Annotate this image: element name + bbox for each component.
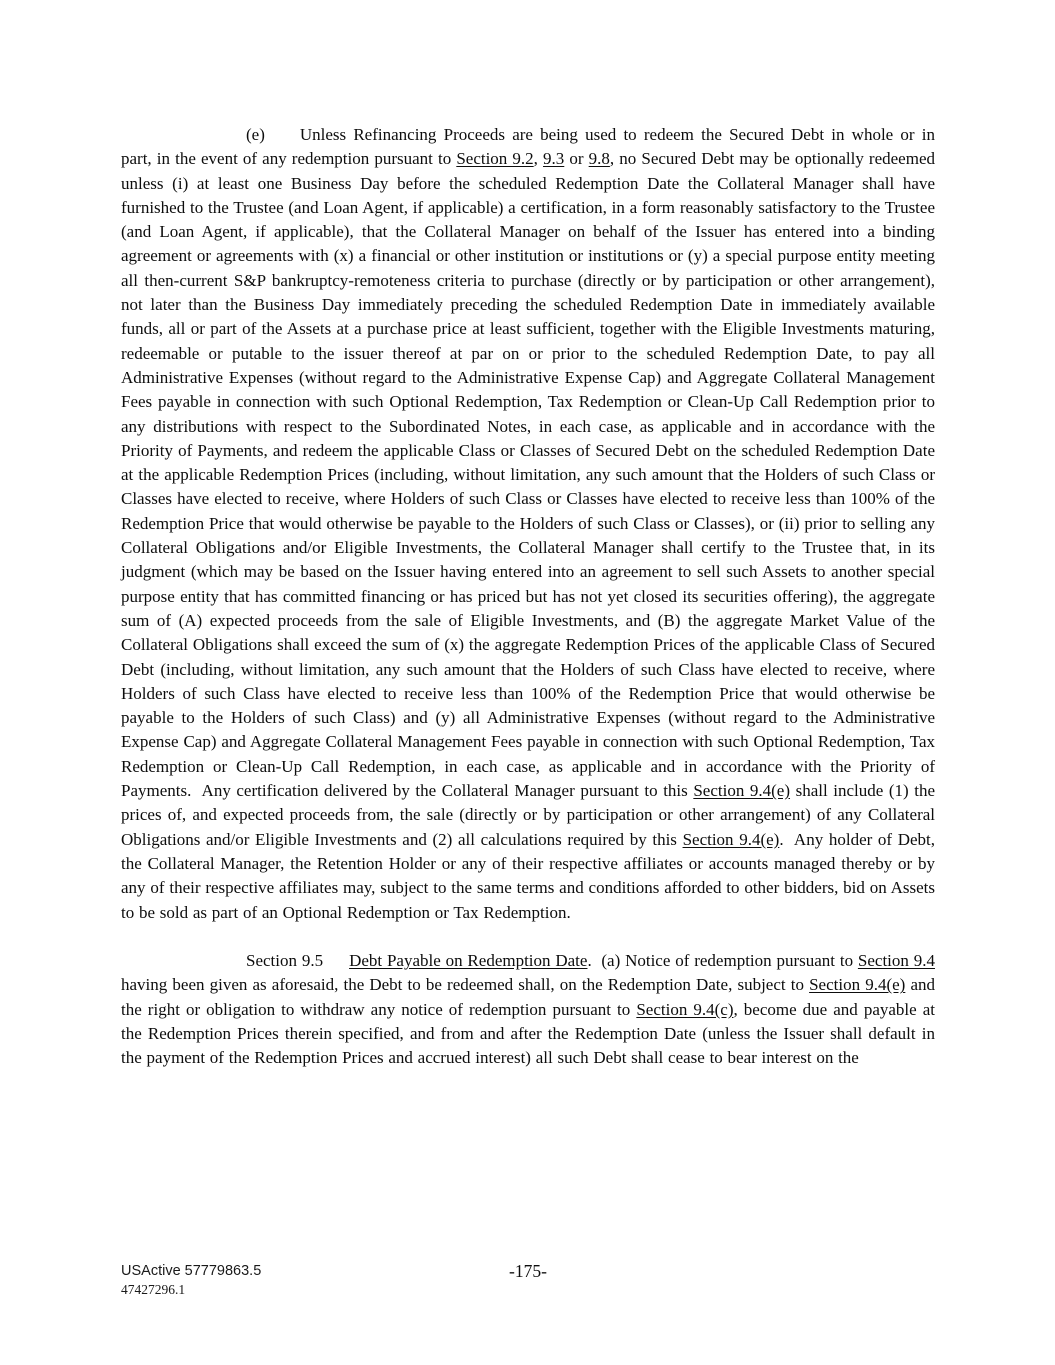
section-ref-9-2: Section 9.2 <box>456 149 534 169</box>
text-run: . (a) Notice of redemption pursuant to <box>587 951 858 971</box>
section-title: Debt Payable on Redemption Date <box>349 951 588 971</box>
document-body <box>121 123 935 1071</box>
page-footer <box>121 1261 935 1298</box>
text-run: and the right or obligation to withdraw any notice of redemption pursuant to <box>121 975 936 1019</box>
document-id-primary: USActive 57779863.5 <box>121 1263 262 1279</box>
section-ref-9-4e: Section 9.4(e) <box>693 781 791 801</box>
section-ref-9-4e: Section 9.4(e) <box>682 829 780 849</box>
text-run: , no Secured Debt may be optionally redeemed unless (i) at least one Business Day before the scheduled Redemption Date the Collateral Manager shall have furnished to the Trustee (and Loan Agent, if applicable) a certification, in a form reasonably satisfactory to the Trustee (and Loan Agent, if applicable), that the Collateral Manager on behalf of the Issuer has entered into a binding agreement or agreements with (x) a financial or other institution or institutions or (y) a special purpose entity meeting all then-current S&P bankruptcy-remoteness criteria to purchase (directly or by participation or other arrangement), not later than the Business Day immediately preceding the scheduled Redemption Date in immediately available funds, all or part of the Assets at a purchase price at least sufficient, together with the Eligible Investments maturing, redeemable or putable to the issuer thereof at par on or prior to the scheduled Redemption Date, to pay all Administrative Expenses (without regard to the Administrative Expense Cap) and Aggregate Collateral Management Fees payable in connection with such Optional Redemption, Tax Redemption or Clean-Up Call Redemption prior to any distributions with respect to the Subordinated Notes, in each case, as applicable and in accordance with the Priority of Payments, and redeem the applicable Class or Classes of Secured Debt on the scheduled Redemption Date at the applicable Redemption Prices (including, without limitation, any such amount that the Holders of such Class or Classes have elected to receive, where Holders of such Class or Classes have elected to receive less than 100% of the Redemption Price that would otherwise be payable to the Holders of such Class or Classes), or (ii) prior to selling any Collateral Obligations and/or Eligible Investments, the Collateral Manager shall certify to the Trustee that, in its judgment (which may be based on the Issuer having entered into an agreement to sell such Assets to another special purpose entity that has committed financing or has priced but has not yet closed its securities offering), the aggregate sum of (A) expected proceeds from the sale of Eligible Investments, and (B) the aggregate Market Value of the Collateral Obligations shall exceed the sum of (x) the aggregate Redemption Prices of the applicable Class of Secured Debt (including, without limitation, any such amount that the Holders of such Class have elected to receive, where Holders of such Class have elected to receive less than 100% of the Redemption Price that would otherwise be payable to the Holders of such Class) and (y) all Administrative Expenses (without regard to the Administrative Expense Cap) and Aggregate Collateral Management Fees payable in connection with such Optional Redemption, Tax Redemption or Clean-Up Call Redemption, in each case, as applicable and in accordance with the Priority of Payments. Any certification delivered by the Collateral Manager pursuant to this <box>121 149 935 801</box>
section-ref-9-3: 9.3 <box>543 149 565 169</box>
section-number: Section 9.5 <box>246 951 324 971</box>
text-run: , become due and payable at the Redemption Prices therein specified, and from and after the Redemption Date (unless the Issuer shall default in the payment of the Redemption Prices and accrued interest) all such Debt shall cease to bear interest on the <box>121 999 936 1068</box>
text-run: . Any holder of Debt, the Collateral Manager, the Retention Holder or any of their respective affiliates or accounts managed thereby or by any of their respective affiliates may, subject to the same terms and conditions afforded to other bidders, bid on Assets to be sold as part of an Optional Redemption or Tax Redemption. <box>121 829 936 922</box>
document-id-secondary: 47427296.1 <box>121 1282 186 1297</box>
section-ref-9-4: Section 9.4 <box>857 951 935 971</box>
clause-label-e: (e) <box>246 125 265 144</box>
section-ref-9-4c: Section 9.4(c) <box>636 999 734 1019</box>
text-run: Unless Refinancing Proceeds are being used to redeem the Secured Debt in whole or in part, in the event of any redemption pursuant to <box>121 125 935 169</box>
text-run: , <box>533 149 544 169</box>
section-ref-9-4e: Section 9.4(e) <box>809 975 906 995</box>
text-run: or <box>564 149 589 169</box>
text-run: shall include (1) the prices of, and expected proceeds from, the sale (directly or by participation or other arrangement) of any Collateral Obligations and/or Eligible Investments and (2) all calculations required by this <box>121 781 935 849</box>
text-run: having been given as aforesaid, the Debt to be redeemed shall, on the Redemption Date, subject to <box>121 975 810 995</box>
paragraph-section-9-5 <box>121 949 935 1070</box>
paragraph-section-9-4-e <box>121 123 935 925</box>
page-number: -175- <box>509 1261 547 1281</box>
section-ref-9-8: 9.8 <box>588 149 610 169</box>
